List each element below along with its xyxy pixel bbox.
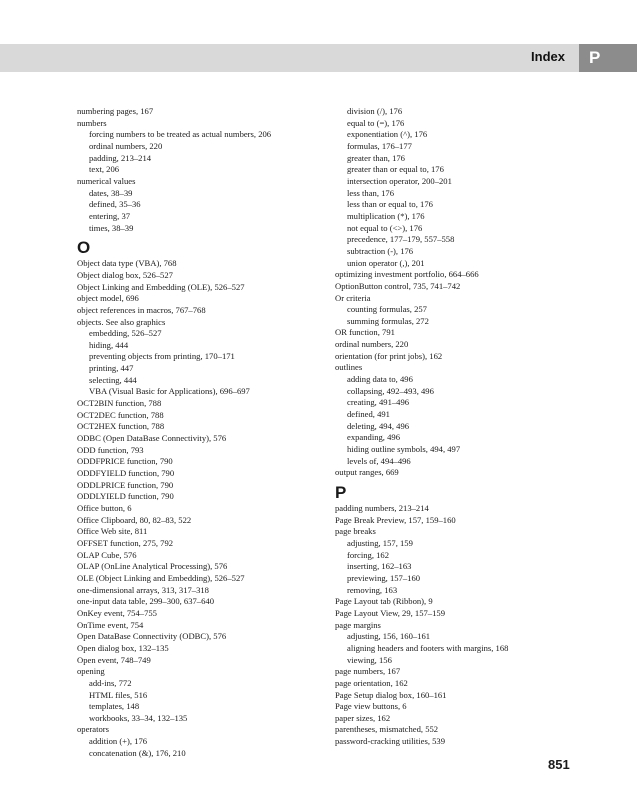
index-entry: Object dialog box, 526–527 xyxy=(77,269,173,280)
index-entry: objects. See also graphics xyxy=(77,316,166,327)
index-subentry: text, 206 xyxy=(89,164,120,175)
index-subentry: previewing, 157–160 xyxy=(347,572,421,583)
index-entry: ordinal numbers, 220 xyxy=(335,339,409,350)
index-entry: OptionButton control, 735, 741–742 xyxy=(335,280,461,291)
index-subentry: not equal to (<>), 176 xyxy=(347,222,423,233)
index-subentry: ordinal numbers, 220 xyxy=(89,140,163,151)
index-subentry: printing, 447 xyxy=(89,363,134,374)
index-entry: Office Web site, 811 xyxy=(77,526,148,537)
index-entry: Office Clipboard, 80, 82–83, 522 xyxy=(77,514,192,525)
index-entry: page orientation, 162 xyxy=(335,677,408,688)
index-entry: OnKey event, 754–755 xyxy=(77,607,157,618)
index-subentry: times, 38–39 xyxy=(89,222,134,233)
index-subentry: greater than, 176 xyxy=(347,152,405,163)
index-subentry: concatenation (&), 176, 210 xyxy=(89,747,186,758)
index-entry: OCT2DEC function, 788 xyxy=(77,409,164,420)
index-entry: ODDFPRICE function, 790 xyxy=(77,456,173,467)
index-entry: Open dialog box, 132–135 xyxy=(77,642,169,653)
index-entry: numbering pages, 167 xyxy=(77,106,154,116)
section-heading-o: O xyxy=(77,238,91,258)
index-entry: object model, 696 xyxy=(77,293,139,304)
index-entry: ODDLYIELD function, 790 xyxy=(77,491,174,502)
index-entry: paper sizes, 162 xyxy=(335,712,391,723)
index-subentry: addition (+), 176 xyxy=(89,736,148,747)
index-subentry: forcing, 162 xyxy=(347,549,390,560)
index-entry: Page Layout View, 29, 157–159 xyxy=(335,607,445,618)
index-subentry: union operator (,), 201 xyxy=(347,257,425,268)
index-subentry: padding, 213–214 xyxy=(89,152,152,163)
index-entry: Object Linking and Embedding (OLE), 526–527 xyxy=(77,281,245,292)
index-entry: ODDLPRICE function, 790 xyxy=(77,479,174,490)
index-subentry: defined, 35–36 xyxy=(89,199,141,210)
section-heading-p: P xyxy=(335,483,347,502)
index-entry: outlines xyxy=(335,362,363,373)
index-subentry: forcing numbers to be treated as actual numbers, 206 xyxy=(89,129,272,140)
index-subentry: add-ins, 772 xyxy=(89,677,132,688)
index-subentry: adding data to, 496 xyxy=(347,374,413,385)
index-entry: numerical values xyxy=(77,175,136,186)
index-entry: OLAP (OnLine Analytical Processing), 576 xyxy=(77,561,228,572)
index-entry: Page Layout tab (Ribbon), 9 xyxy=(335,596,433,607)
index-entry: opening xyxy=(77,666,105,677)
index-entry: page margins xyxy=(335,619,381,630)
index-subentry: summing formulas, 272 xyxy=(347,315,429,326)
index-subentry: removing, 163 xyxy=(347,584,398,595)
index-subentry: aligning headers and footers with margins, 168 xyxy=(347,642,509,653)
index-subentry: entering, 37 xyxy=(89,210,131,221)
index-subentry: greater than or equal to, 176 xyxy=(347,164,444,175)
index-column-left xyxy=(77,106,327,759)
index-entry: OCT2BIN function, 788 xyxy=(77,398,162,409)
index-subentry: creating, 491–496 xyxy=(347,397,410,408)
index-subentry: adjusting, 156, 160–161 xyxy=(347,631,431,642)
index-subentry: embedding, 526–527 xyxy=(89,328,162,339)
index-entry: ODBC (Open DataBase Connectivity), 576 xyxy=(77,433,227,444)
index-entry: password-cracking utilities, 539 xyxy=(335,736,446,747)
section-tab: P xyxy=(579,44,637,72)
index-subentry: multiplication (*), 176 xyxy=(347,210,425,221)
index-entry: operators xyxy=(77,724,109,735)
index-subentry: preventing objects from printing, 170–171 xyxy=(89,351,235,362)
index-entry: ODD function, 793 xyxy=(77,444,144,455)
index-subentry: exponentiation (^), 176 xyxy=(347,129,428,140)
index-entry: orientation (for print jobs), 162 xyxy=(335,350,443,361)
index-entry: Object data type (VBA), 768 xyxy=(77,258,177,269)
index-subentry: precedence, 177–179, 557–558 xyxy=(347,234,455,245)
index-subentry: templates, 148 xyxy=(89,701,140,712)
index-entry: Page view buttons, 6 xyxy=(335,701,407,712)
index-entry: one-dimensional arrays, 313, 317–318 xyxy=(77,584,209,595)
index-entry: Page Setup dialog box, 160–161 xyxy=(335,689,447,700)
index-subentry: counting formulas, 257 xyxy=(347,304,427,315)
index-subentry: inserting, 162–163 xyxy=(347,561,412,572)
index-entry: OFFSET function, 275, 792 xyxy=(77,537,174,548)
index-subentry: deleting, 494, 496 xyxy=(347,420,410,431)
index-subentry: selecting, 444 xyxy=(89,374,137,385)
index-subentry: HTML files, 516 xyxy=(89,689,148,700)
page-number: 851 xyxy=(548,757,570,772)
index-subentry: adjusting, 157, 159 xyxy=(347,537,413,548)
index-subentry: dates, 38–39 xyxy=(89,187,133,198)
index-entry: Open event, 748–749 xyxy=(77,654,151,665)
index-entry: output ranges, 669 xyxy=(335,467,399,478)
index-subentry: less than, 176 xyxy=(347,187,395,198)
index-entry: optimizing investment portfolio, 664–666 xyxy=(335,269,479,280)
index-entry: object references in macros, 767–768 xyxy=(77,304,206,315)
index-entry: OLE (Object Linking and Embedding), 526–527 xyxy=(77,572,245,583)
index-entry: page breaks xyxy=(335,526,376,537)
index-entry: numbers xyxy=(77,117,107,128)
index-entry: OLAP Cube, 576 xyxy=(77,549,137,560)
index-subentry: collapsing, 492–493, 496 xyxy=(347,385,434,396)
index-subentry: hiding outline symbols, 494, 497 xyxy=(347,444,461,455)
index-entry: ODDFYIELD function, 790 xyxy=(77,468,175,479)
index-subentry: equal to (=), 176 xyxy=(347,117,405,128)
index-entry: OnTime event, 754 xyxy=(77,619,144,630)
index-subentry: intersection operator, 200–201 xyxy=(347,175,452,186)
index-subentry: workbooks, 33–34, 132–135 xyxy=(89,712,188,723)
index-entry: page numbers, 167 xyxy=(335,666,401,677)
index-entry: Office button, 6 xyxy=(77,503,132,513)
index-subentry: viewing, 156 xyxy=(347,654,392,665)
index-subentry: subtraction (-), 176 xyxy=(347,245,414,256)
index-entry: padding numbers, 213–214 xyxy=(335,503,429,513)
index-subentry: defined, 491 xyxy=(347,409,390,420)
index-entry: Or criteria xyxy=(335,292,371,303)
index-subentry: expanding, 496 xyxy=(347,432,400,443)
index-column-right xyxy=(335,106,585,748)
index-entry: one-input data table, 299–300, 637–640 xyxy=(77,596,214,607)
index-entry: Open DataBase Connectivity (ODBC), 576 xyxy=(77,631,227,642)
index-entry: OCT2HEX function, 788 xyxy=(77,421,165,432)
index-entry: Page Break Preview, 157, 159–160 xyxy=(335,514,456,525)
index-subentry: less than or equal to, 176 xyxy=(347,199,433,210)
index-subentry: levels of, 494–496 xyxy=(347,455,411,466)
running-header-title: Index xyxy=(531,49,565,64)
index-subentry: VBA (Visual Basic for Applications), 696–697 xyxy=(89,386,250,397)
index-entry: OR function, 791 xyxy=(335,327,395,338)
index-subentry: formulas, 176–177 xyxy=(347,140,412,151)
index-entry: parentheses, mismatched, 552 xyxy=(335,724,439,735)
index-subentry: division (/), 176 xyxy=(347,106,403,116)
index-subentry: hiding, 444 xyxy=(89,339,129,350)
